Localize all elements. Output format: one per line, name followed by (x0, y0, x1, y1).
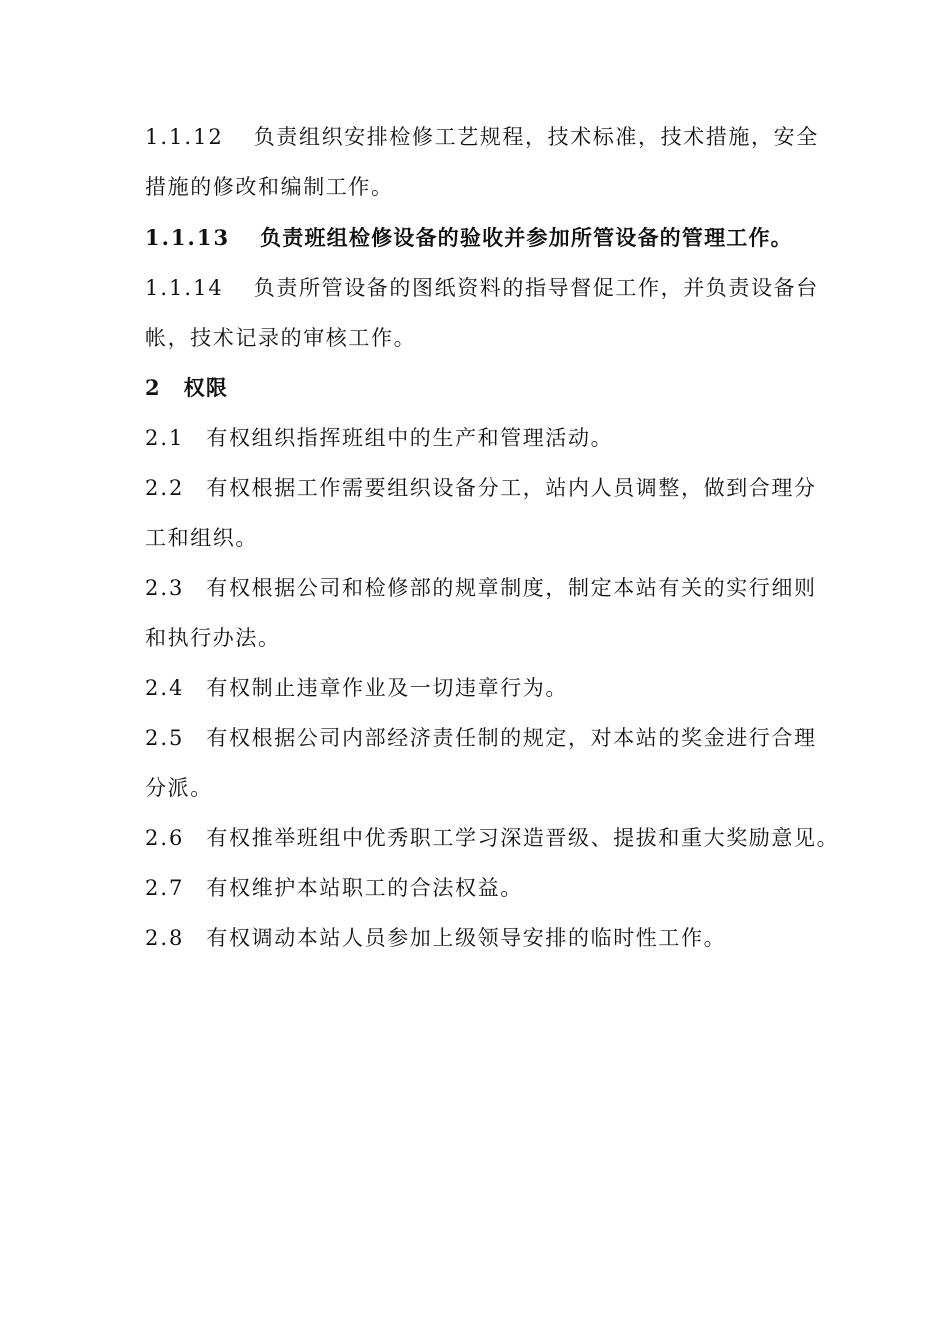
clause-2-6 (145, 813, 840, 863)
clause-line (145, 563, 815, 613)
clause-2-8 (145, 913, 815, 963)
clause-line (145, 112, 819, 162)
clause-text: 有权调动本站人员参加上级领导安排的临时性工作。 (206, 926, 727, 950)
clause-text: 有权组织指挥班组中的生产和管理活动。 (206, 426, 614, 450)
clause-2-3 (145, 563, 815, 663)
clause-line (145, 813, 840, 863)
section-title: 权限 (183, 375, 229, 400)
clause-number: 2.2 (145, 476, 185, 500)
clause-text: 有权推举班组中优秀职工学习深造晋级、提拔和重大奖励意见。 (206, 826, 840, 850)
clause-number: 1.1.12 (145, 125, 224, 149)
clause-number: 1.1.13 (145, 225, 231, 250)
clause-2-4 (145, 663, 815, 713)
clause-line: 分派。 (145, 776, 213, 800)
clause-line (145, 913, 815, 963)
clause-line (145, 863, 815, 913)
section-heading-2 (145, 363, 815, 413)
clause-2-5 (145, 713, 815, 813)
clause-2-2 (145, 463, 815, 563)
clause-text: 负责班组检修设备的验收并参加所管设备的管理工作。 (260, 225, 793, 250)
clause-number: 1.1.14 (145, 276, 224, 300)
clause-text: 负责所管设备的图纸资料的指导督促工作，并负责设备台 (253, 276, 819, 300)
clause-1-1-14 (145, 263, 819, 363)
clause-text: 有权根据公司和检修部的规章制度，制定本站有关的实行细则 (206, 576, 817, 600)
clause-line (145, 463, 815, 513)
section-heading-line (145, 363, 815, 413)
clause-number: 2.5 (145, 726, 185, 750)
section-number: 2 (145, 375, 162, 400)
clause-text: 有权维护本站职工的合法权益。 (206, 876, 523, 900)
clause-line (145, 663, 815, 713)
clause-2-1 (145, 413, 815, 463)
clause-line (145, 713, 815, 763)
clause-number: 2.8 (145, 926, 185, 950)
clause-number: 2.3 (145, 576, 185, 600)
clause-text: 有权制止违章作业及一切违章行为。 (206, 676, 569, 700)
clause-1-1-12 (145, 112, 819, 212)
clause-line: 和执行办法。 (145, 626, 281, 650)
clause-line (145, 213, 815, 263)
clause-number: 2.4 (145, 676, 185, 700)
clause-text: 有权根据工作需要组织设备分工，站内人员调整，做到合理分 (206, 476, 817, 500)
clause-2-7 (145, 863, 815, 913)
clause-line: 帐，技术记录的审核工作。 (145, 326, 417, 350)
clause-line: 工和组织。 (145, 526, 258, 550)
clause-number: 2.1 (145, 426, 185, 450)
clause-number: 2.7 (145, 876, 185, 900)
clause-1-1-13 (145, 213, 815, 263)
clause-line (145, 413, 815, 463)
clause-text: 负责组织安排检修工艺规程，技术标准，技术措施，安全 (253, 125, 819, 149)
clause-number: 2.6 (145, 826, 185, 850)
clause-text: 有权根据公司内部经济责任制的规定，对本站的奖金进行合理 (206, 726, 817, 750)
clause-line (145, 263, 819, 313)
clause-line: 措施的修改和编制工作。 (145, 175, 394, 199)
